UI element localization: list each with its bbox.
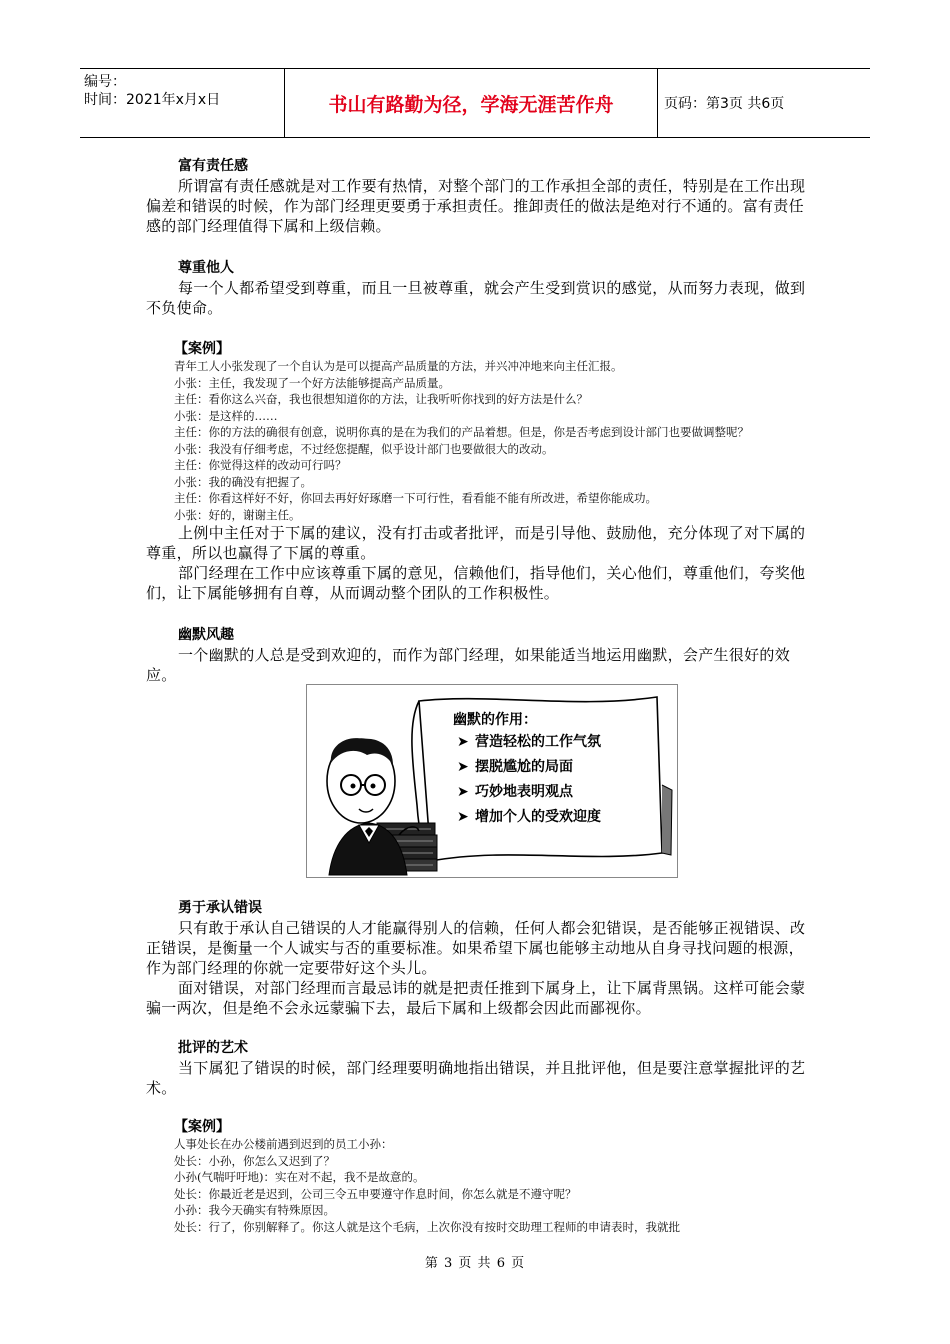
figure-item-text: 营造轻松的工作气氛 [475, 734, 601, 750]
arrow-bullet-icon: ➤ [457, 759, 469, 775]
dialogue-line: 小孙(气喘吁吁地)：实在对不起，我不是故意的。 [174, 1170, 425, 1184]
dialogue-line: 小张：主任，我发现了一个好方法能够提高产品质量。 [174, 375, 450, 390]
figure-item-text: 巧妙地表明观点 [475, 784, 573, 800]
dialogue-line: 主任：看你这么兴奋，我也很想知道你的方法，让我听听你找到的好方法是什么？ [174, 392, 588, 406]
paragraph: 上例中主任对于下属的建议，没有打击或者批评，而是引导他、鼓励他，充分体现了对下属的尊重，所以也赢得了下属的尊重。 [146, 524, 806, 562]
case-label: 【案例】 [174, 341, 230, 357]
section-title-responsibility: 富有责任感 [178, 158, 248, 174]
header-motto-cell [285, 69, 658, 137]
dialogue-line: 人事处长在办公楼前遇到迟到的员工小孙： [174, 1137, 393, 1151]
dialogue-line: 小张：我的确没有把握了。 [174, 474, 312, 489]
dialogue-line: 小张：是这样的…… [174, 408, 278, 423]
figure-list-item [457, 756, 573, 776]
dialogue-line: 处长：行了，你别解释了。你这人就是这个毛病，上次你没有按时交助理工程师的申请表时，我就批 [174, 1219, 680, 1234]
section-title-respect: 尊重他人 [178, 260, 234, 276]
header-number-label: 编号： [84, 74, 126, 90]
dialogue-line: 处长：你最近老是迟到，公司三令五申要遵守作息时间，你怎么就是不遵守呢？ [174, 1186, 577, 1201]
dialogue-line: 处长：小孙，你怎么又迟到了？ [174, 1153, 335, 1168]
paragraph: 部门经理在工作中应该尊重下属的意见，信赖他们，指导他们，关心他们，尊重他们，夸奖他们，让下属能够拥有自尊，从而调动整个团队的工作积极性。 [146, 564, 806, 602]
figure-list-item [457, 806, 601, 826]
paragraph: 所谓富有责任感就是对工作要有热情，对整个部门的工作承担全部的责任，特别是在工作出现偏差和错误的时候，作为部门经理更要勇于承担责任。推卸责任的做法是绝对行不通的。富有责任感的部门经理值得下属和上级信赖。 [146, 177, 806, 235]
dialogue-line: 主任：你看这样好不好，你回去再好好琢磨一下可行性，看看能不能有所改进，希望你能成功。 [174, 491, 657, 505]
humor-illustration [306, 684, 678, 878]
header-page-info: 页码：第3页 共6页 [664, 96, 785, 112]
header-meta [80, 69, 285, 137]
section-title-humor: 幽默风趣 [178, 627, 234, 643]
document-header [80, 68, 870, 138]
figure-item-text: 摆脱尴尬的局面 [475, 759, 573, 775]
dialogue-line: 小孙：我今天确实有特殊原因。 [174, 1203, 335, 1217]
figure-list-item [457, 781, 573, 801]
dialogue-line: 主任：你的方法的确很有创意，说明你真的是在为我们的产品着想。但是，你是否考虑到设计部门也要做调整呢？ [174, 425, 749, 439]
arrow-bullet-icon: ➤ [457, 734, 469, 750]
paragraph: 每一个人都希望受到尊重，而且一旦被尊重，就会产生受到赏识的感觉，从而努力表现，做到不负使命。 [146, 279, 806, 317]
document-body-continued [146, 898, 814, 1235]
case-label: 【案例】 [174, 1119, 230, 1135]
arrow-bullet-icon: ➤ [457, 809, 469, 825]
figure-list-item [457, 731, 601, 751]
paragraph: 只有敢于承认自己错误的人才能赢得别人的信赖，任何人都会犯错误，是否能够正视错误、改正错误，是衡量一个人诚实与否的重要标准。如果希望下属也能够主动地从自身寻找问题的根源，作为部门经理的你就一定要带好这个头儿。 [146, 919, 806, 977]
header-motto: 书山有路勤为径，学海无涯苦作舟 [328, 93, 614, 116]
document-body [146, 156, 814, 685]
paragraph: 当下属犯了错误的时候，部门经理要明确地指出错误，并且批评他，但是要注意掌握批评的艺术。 [146, 1059, 806, 1097]
figure-item-text: 增加个人的受欢迎度 [475, 809, 601, 825]
arrow-bullet-icon: ➤ [457, 784, 469, 800]
section-title-admit-mistakes: 勇于承认错误 [178, 900, 262, 916]
dialogue-line: 青年工人小张发现了一个自认为是可以提高产品质量的方法，并兴冲冲地来向主任汇报。 [174, 359, 623, 373]
section-title-criticism: 批评的艺术 [178, 1040, 248, 1056]
page-footer: 第 3 页 共 6 页 [424, 1256, 526, 1271]
dialogue-line: 小张：我没有仔细考虑，不过经您提醒，似乎设计部门也要做很大的改动。 [174, 441, 554, 456]
figure-title: 幽默的作用： [453, 712, 537, 728]
dialogue-line: 主任：你觉得这样的改动可行吗？ [174, 458, 347, 472]
paragraph: 一个幽默的人总是受到欢迎的，而作为部门经理，如果能适当地运用幽默，会产生很好的效应。 [146, 646, 791, 684]
dialogue-line: 小张：好的，谢谢主任。 [174, 507, 301, 522]
paragraph: 面对错误，对部门经理而言最忌讳的就是把责任推到下属身上，让下属背黑锅。这样可能会蒙骗一两次，但是绝不会永远蒙骗下去，最后下属和上级都会因此而鄙视你。 [146, 979, 806, 1017]
header-time-label: 时间：2021年x月x日 [84, 92, 221, 108]
